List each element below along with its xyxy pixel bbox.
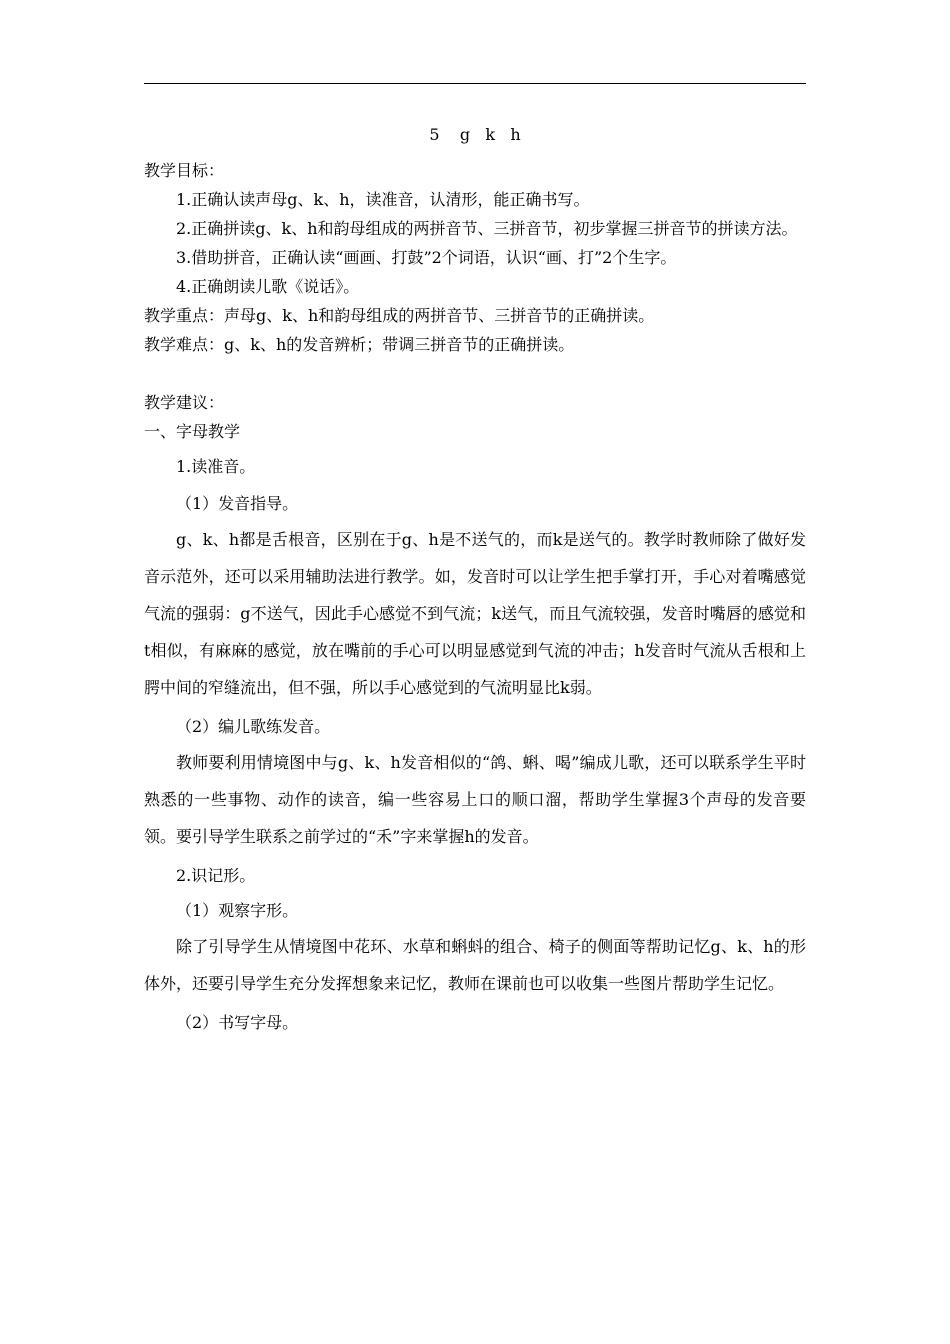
key-point: 教学重点：声母g、k、h和韵母组成的两拼音节、三拼音节的正确拼读。 xyxy=(144,306,655,325)
header-rule xyxy=(144,83,806,84)
body-paragraph: g、k、h都是舌根音，区别在于g、h是不送气的，而k是送气的。教学时教师除了做好发音示范外，还可以采用辅助法进行教学。如，发音时可以让学生把手掌打开，手心对着嘴感觉气流的强弱：g不送气，因此手心感觉不到气流；k送气，而且气流较强，发音时嘴唇的感觉和t相似，有麻麻的感觉，放在嘴前的手心可以明显感觉到气流的冲击；h发音时气流从舌根和上腭中间的窄缝流出，但不强，所以手心感觉到的气流明显比k弱。 xyxy=(144,530,806,697)
difficulty: 教学难点：g、k、h的发音辨析；带调三拼音节的正确拼读。 xyxy=(144,335,575,354)
body-paragraph: 教师要利用情境图中与g、k、h发音相似的“鸽、蝌、喝”编成儿歌，还可以联系学生平时熟悉的一些事物、动作的读音，编一些容易上口的顺口溜，帮助学生掌握3个声母的发音要领。要引导学生联系之前学过的“禾”字来掌握h的发音。 xyxy=(144,753,806,846)
objective-item: 3.借助拼音，正确认读“画画、打鼓”2个词语，认识“画、打”2个生字。 xyxy=(176,248,677,267)
objective-item: 4.正确朗读儿歌《说话》。 xyxy=(176,277,360,296)
lesson-title: 5 g k h xyxy=(429,125,521,144)
objectives-heading: 教学目标： xyxy=(144,161,225,180)
list-item: 1.读准音。 xyxy=(176,457,256,476)
body-paragraph: 除了引导学生从情境图中花环、水草和蝌蚪的组合、椅子的侧面等帮助记忆g、k、h的形体外，还要引导学生充分发挥想象来记忆，教师在课前也可以收集一些图片帮助学生记忆。 xyxy=(144,937,806,993)
objective-item: 2.正确拼读g、k、h和韵母组成的两拼音节、三拼音节，初步掌握三拼音节的拼读方法。 xyxy=(176,219,798,238)
suggestions-heading: 教学建议： xyxy=(144,393,225,412)
spacer xyxy=(144,359,806,388)
sub-item: （1）观察字形。 xyxy=(176,901,299,920)
sub-item: （1）发音指导。 xyxy=(176,494,299,513)
document-body xyxy=(144,120,806,1037)
section-heading: 一、字母教学 xyxy=(144,422,241,441)
sub-item: （2）书写字母。 xyxy=(176,1013,299,1032)
sub-item: （2）编儿歌练发音。 xyxy=(176,717,331,736)
objective-item: 1.正确认读声母g、k、h，读准音，认清形，能正确书写。 xyxy=(176,190,590,209)
list-item: 2.识记形。 xyxy=(176,866,256,885)
